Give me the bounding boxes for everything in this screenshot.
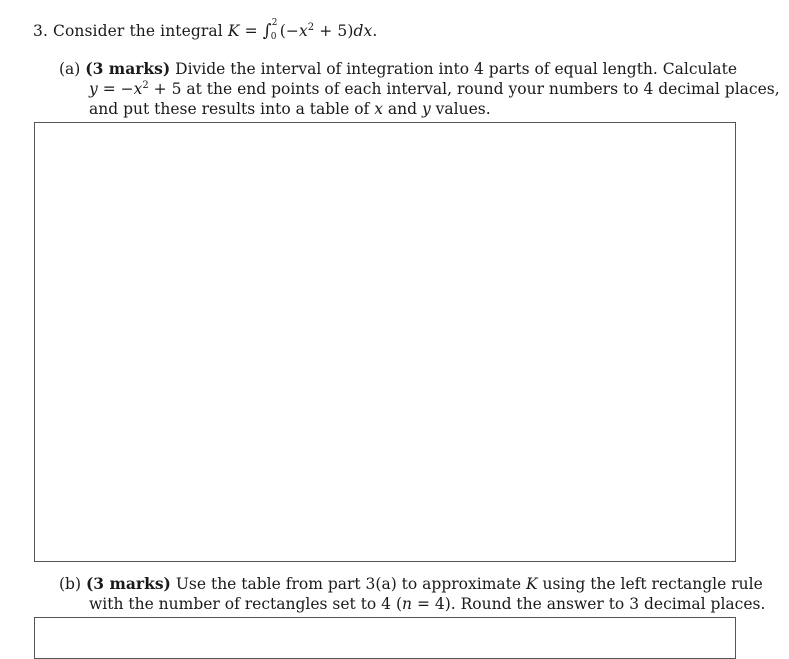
part-a-label: (a) [59, 60, 81, 78]
integrand-open: (− [279, 22, 299, 40]
part-b-line-1-a: Use the table from part 3(a) to approximate [175, 575, 526, 593]
part-a-y-var: y [89, 80, 98, 98]
integral-limits [270, 18, 280, 42]
integral-lhs: K [227, 22, 240, 40]
question-number: 3. [33, 22, 48, 40]
part-b-line-2-b: = 4). Round the answer to 3 decimal places. [412, 595, 766, 613]
integral-dvar: x [363, 22, 373, 40]
question-intro: Consider the integral [53, 22, 223, 40]
integral-upper-limit: 2 [271, 18, 278, 28]
part-a-power: 2 [142, 79, 149, 91]
part-a-line-3-b: and [382, 100, 422, 118]
part-a-line-3-x: x [374, 100, 383, 118]
integral-end: . [372, 22, 378, 40]
question-header [33, 18, 378, 42]
integrand-var: x [298, 22, 308, 40]
part-a-line-3 [59, 99, 719, 119]
part-b-n-var: n [402, 595, 413, 613]
part-b-K-var: K [525, 575, 538, 593]
part-b-marks: (3 marks) [85, 574, 171, 593]
integrand-power: 2 [307, 21, 315, 33]
part-a-prompt [59, 59, 780, 119]
part-a-line-3-c: values. [430, 100, 491, 118]
part-a-x-var: x [133, 80, 143, 98]
part-b-line-2-a: with the number of rectangles set to 4 ( [89, 595, 403, 613]
part-a-eq: = − [97, 80, 134, 98]
part-a-line-3-a: and put these results into a table of [89, 100, 375, 118]
integrand-rest: + 5) [314, 22, 354, 40]
integral-d: d [353, 22, 364, 40]
part-b-line-1-b: using the left rectangle rule [537, 575, 763, 593]
part-a-marks: (3 marks) [85, 59, 171, 78]
part-a-line-1-text: Divide the interval of integration into 4 parts of equal length. Calculate [175, 60, 738, 78]
part-a-line-1 [59, 59, 738, 79]
part-a-line-2-text: + 5 at the end points of each interval, round your numbers to 4 decimal places, [148, 80, 780, 98]
part-b-answer-box[interactable] [34, 617, 736, 659]
part-b-line-2 [59, 594, 766, 614]
part-b-line-1 [59, 574, 763, 594]
part-a-line-3-y: y [421, 100, 431, 118]
integral-lower-limit: 0 [270, 32, 277, 42]
part-b-prompt [59, 574, 766, 614]
part-a-line-2 [59, 79, 780, 99]
part-a-answer-box[interactable] [34, 122, 736, 562]
part-b-label: (b) [59, 575, 82, 593]
integral-equals: = [244, 22, 258, 40]
integral-sign-icon: ∫ [262, 21, 272, 41]
